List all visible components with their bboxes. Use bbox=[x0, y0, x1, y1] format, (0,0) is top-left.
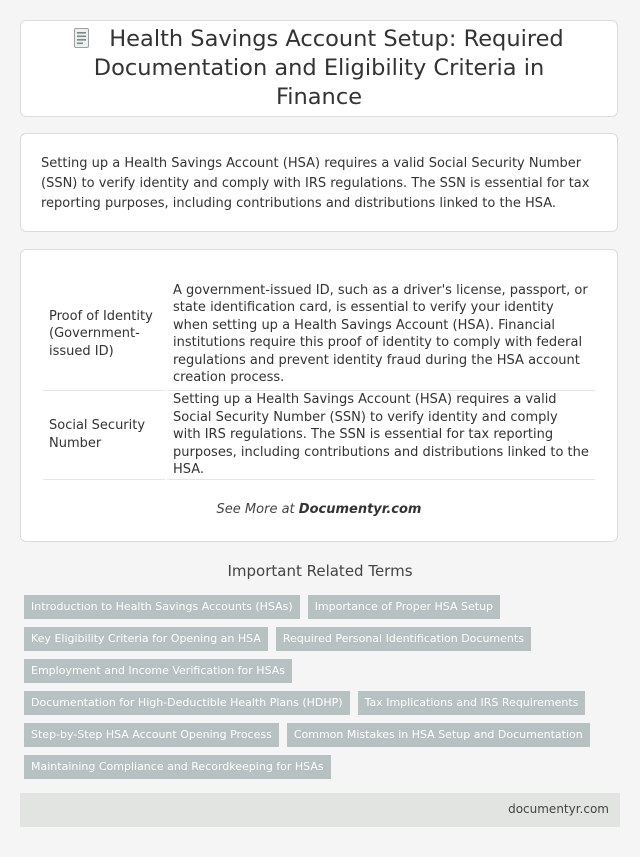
row-label: Social Security Number bbox=[43, 391, 165, 480]
see-more-prefix: See More at bbox=[216, 502, 299, 517]
related-terms-list bbox=[24, 595, 624, 779]
row-label: Proof of Identity (Government-issued ID) bbox=[43, 278, 165, 391]
details-card bbox=[20, 249, 618, 542]
related-term-tag[interactable]: Tax Implications and IRS Requirements bbox=[358, 691, 586, 715]
page-title bbox=[59, 25, 579, 112]
related-term-tag[interactable]: Maintaining Compliance and Recordkeeping for HSAs bbox=[24, 755, 331, 779]
related-term-tag[interactable]: Key Eligibility Criteria for Opening an HSA bbox=[24, 627, 268, 651]
related-term-tag[interactable]: Common Mistakes in HSA Setup and Documentation bbox=[287, 723, 590, 747]
see-more-link[interactable] bbox=[21, 502, 617, 517]
intro-paragraph: Setting up a Health Savings Account (HSA) requires a valid Social Security Number (SSN) to verify identity and comply with IRS regulations. The SSN is essential for tax reporting purposes, including contributions and distributions linked to the HSA. bbox=[41, 156, 590, 211]
related-term-tag[interactable]: Step-by-Step HSA Account Opening Process bbox=[24, 723, 279, 747]
document-icon bbox=[74, 27, 89, 47]
page-title-text: Health Savings Account Setup: Required Documentation and Eligibility Criteria in Finance bbox=[93, 26, 564, 110]
row-description: Setting up a Health Savings Account (HSA) requires a valid Social Security Number (SSN) to verify identity and comply with IRS regulations. The SSN is essential for tax reporting purposes, including contributions and distributions linked to the HSA. bbox=[167, 391, 595, 480]
related-term-tag[interactable]: Introduction to Health Savings Accounts (HSAs) bbox=[24, 595, 300, 619]
details-table bbox=[41, 278, 597, 480]
table-row bbox=[43, 278, 595, 391]
related-term-tag[interactable]: Required Personal Identification Documents bbox=[276, 627, 531, 651]
intro-card bbox=[20, 133, 618, 232]
title-card bbox=[20, 20, 618, 117]
table-row bbox=[43, 391, 595, 480]
row-description: A government-issued ID, such as a driver's license, passport, or state identification card, is essential to verify your identity when setting up a Health Savings Account (HSA). Financial institutions require this proof of identity to comply with federal regulations and prevent identity fraud during the HSA account creation process. bbox=[167, 278, 595, 391]
related-terms-heading: Important Related Terms bbox=[227, 562, 413, 580]
related-term-tag[interactable]: Employment and Income Verification for HSAs bbox=[24, 659, 292, 683]
footer-site-link[interactable]: documentyr.com bbox=[508, 802, 609, 816]
footer-bar bbox=[20, 793, 620, 827]
related-term-tag[interactable]: Documentation for High-Deductible Health Plans (HDHP) bbox=[24, 691, 350, 715]
related-term-tag[interactable]: Importance of Proper HSA Setup bbox=[308, 595, 500, 619]
see-more-site: Documentyr.com bbox=[298, 502, 422, 517]
